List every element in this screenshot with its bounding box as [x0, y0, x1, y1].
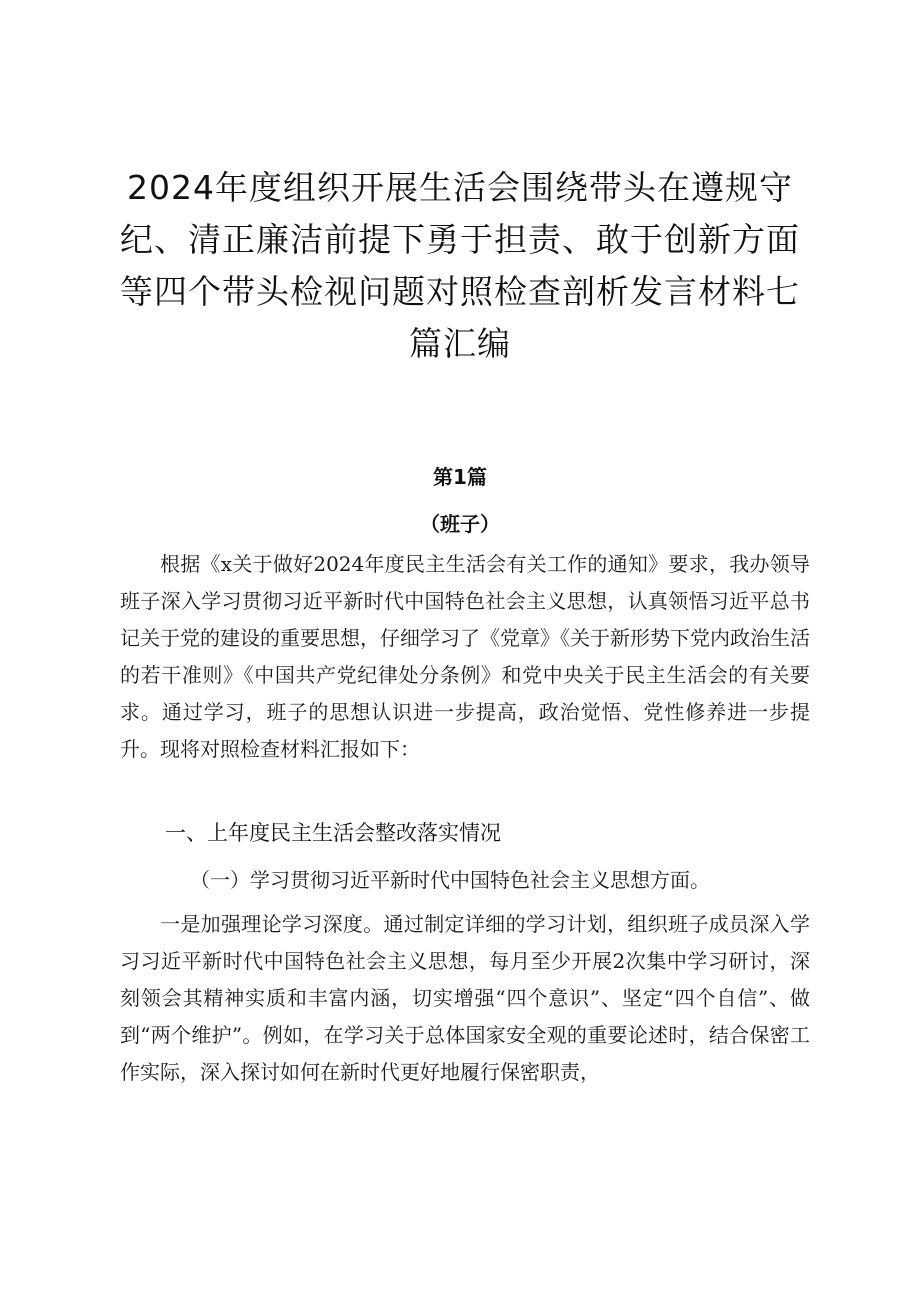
intro-paragraph: 根据《x关于做好2024年度民主生活会有关工作的通知》要求，我办领导班子深入学习贯彻习近平新时代中国特色社会主义思想，认真领悟习近平总书记关于党的建设的重要思想，仔细学习了《党章》《关于新形势下党内政治生活的若干准则》《中国共产党纪律处分条例》和党中央关于民主生活会的有关要求。通过学习，班子的思想认识进一步提高，政治觉悟、党性修养进一步提升。现将对照检查材料汇报如下：: [120, 552, 810, 761]
section-heading-1: 一、上年度民主生活会整改落实情况: [165, 821, 501, 845]
subsection-heading-1: （一）学习贯彻习近平新时代中国特色社会主义思想方面。: [190, 868, 710, 892]
document-title: 2024年度组织开展生活会围绕带头在遵规守纪、清正廉洁前提下勇于担责、敢于创新方面等四个带头检视问题对照检查剖析发言材料七篇汇编: [120, 168, 800, 363]
part-label: 第1篇: [433, 465, 487, 489]
part-subtitle: （班子）: [420, 512, 500, 536]
body-paragraph-2: 一是加强理论学习深度。通过制定详细的学习计划，组织班子成员深入学习习近平新时代中国特色社会主义思想，每月至少开展2次集中学习研讨，深刻领会其精神实质和丰富内涵，切实增强“四个意识”、坚定“四个自信”、做到“两个维护”。例如，在学习关于总体国家安全观的重要论述时，结合保密工作实际，深入探讨如何在新时代更好地履行保密职责，: [120, 912, 810, 1084]
